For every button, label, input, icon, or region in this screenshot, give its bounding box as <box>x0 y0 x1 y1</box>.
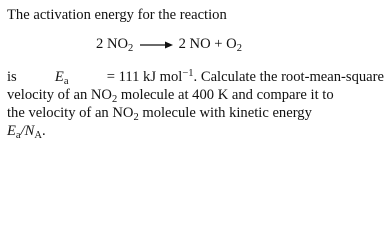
reactant-subscript: 2 <box>128 43 134 55</box>
calculate-text: . Calculate the root-mean-square <box>193 69 384 85</box>
line4-period: . <box>41 123 46 139</box>
line2-sub: 2 <box>111 94 118 106</box>
symbol-e-sub: a <box>63 76 69 88</box>
activation-energy-symbol <box>54 69 69 88</box>
body-line-4 <box>7 123 46 142</box>
line2-b: molecule at 400 K and compare it to <box>117 87 334 103</box>
symbol-e: E <box>54 69 64 85</box>
line4-e-sub: a <box>15 130 21 142</box>
products: 2 NO + O <box>178 36 237 52</box>
product-subscript: 2 <box>236 43 242 55</box>
reaction-equation <box>96 36 242 55</box>
energy-value <box>107 70 384 85</box>
reactant: 2 NO <box>96 36 129 52</box>
reaction-arrow-icon <box>139 40 173 50</box>
word-is: is <box>7 69 17 85</box>
body-line-3 <box>7 105 312 124</box>
line3-b: molecule with kinetic energy <box>138 105 312 121</box>
energy-value-text: = 111 kJ mol <box>106 69 183 85</box>
line4-n: /N <box>20 123 35 139</box>
line4-n-sub: A <box>34 130 42 142</box>
line3-sub: 2 <box>133 112 139 124</box>
energy-unit-exponent: −1 <box>182 68 194 80</box>
intro-text: The activation energy for the reaction <box>7 7 227 23</box>
line2-a: velocity of an NO <box>7 87 112 103</box>
line4-e: E <box>7 123 16 139</box>
body-line-1 <box>7 68 384 88</box>
intro-line <box>7 8 227 23</box>
body-line-2 <box>7 87 334 106</box>
line3-a: the velocity of an NO <box>7 105 134 121</box>
